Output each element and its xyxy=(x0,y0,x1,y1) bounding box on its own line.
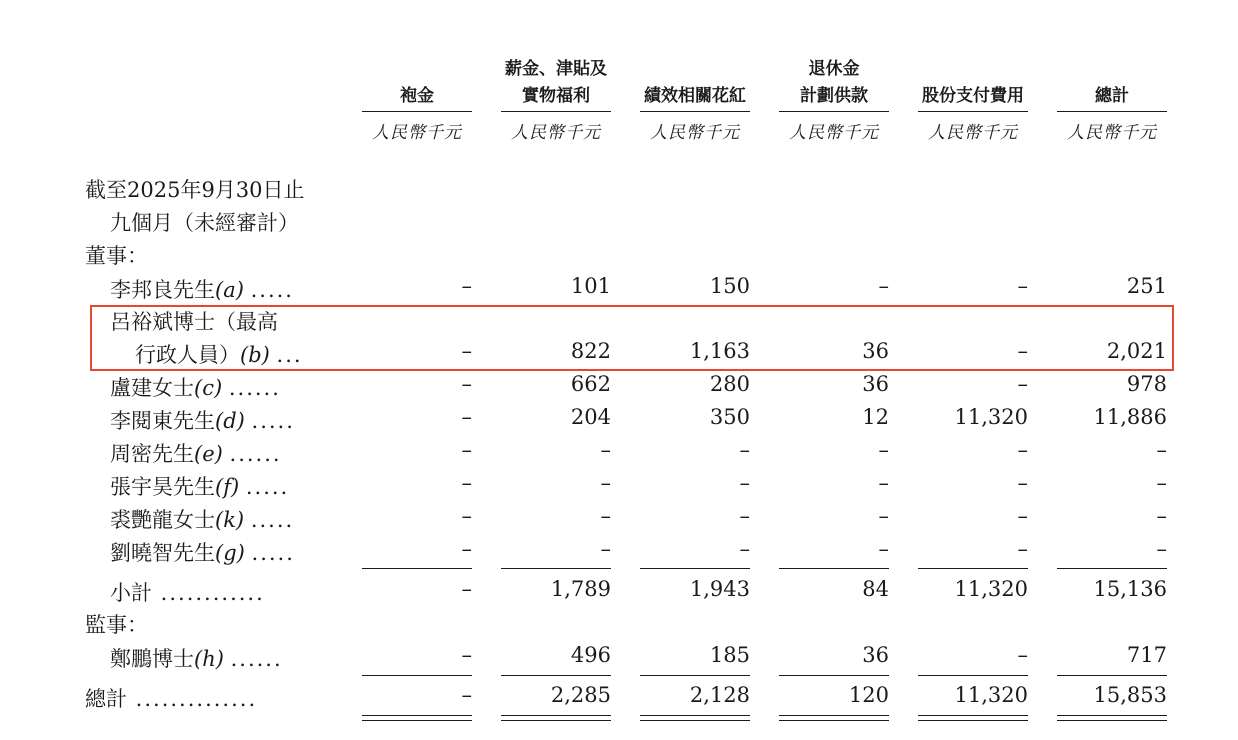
table-cell: – xyxy=(600,471,611,495)
table-cell: – xyxy=(1156,504,1167,528)
column-unit: 人民幣千元 xyxy=(372,123,462,143)
table-cell: – xyxy=(1017,438,1028,462)
table-cell: 350 xyxy=(709,405,750,429)
leader-dots: ..... xyxy=(250,508,295,532)
table-cell: 120 xyxy=(848,683,889,707)
person-name: 張宇昊先生 xyxy=(110,475,215,499)
leader-dots: ..... xyxy=(251,409,295,433)
column-header-line2: 袍金 xyxy=(400,86,434,106)
table-cell: – xyxy=(878,471,889,495)
table-cell: 2,021 xyxy=(1106,339,1167,363)
header-rule xyxy=(918,111,1028,112)
table-cell: 150 xyxy=(709,274,750,298)
table-cell: – xyxy=(1017,339,1028,363)
note-ref: (c) xyxy=(194,376,223,400)
table-cell: 84 xyxy=(862,577,889,601)
row-label xyxy=(110,274,294,304)
table-cell: – xyxy=(739,438,750,462)
table-cell: – xyxy=(1156,438,1167,462)
table-cell: 11,320 xyxy=(954,405,1028,429)
table-cell: 11,320 xyxy=(954,577,1028,601)
header-rule xyxy=(1057,111,1167,112)
period-line1: 截至2025年9月30日止 xyxy=(85,178,305,202)
table-cell: 204 xyxy=(570,405,611,429)
column-unit: 人民幣千元 xyxy=(511,123,601,143)
table-cell: 11,886 xyxy=(1093,405,1167,429)
row-label xyxy=(110,537,295,567)
total-double-rule xyxy=(640,715,750,716)
total-double-rule xyxy=(779,715,889,716)
leader-dots: ............ xyxy=(152,581,265,605)
period-line2: 九個月（未經審計） xyxy=(110,211,299,235)
leader-dots: ...... xyxy=(230,647,283,671)
row-label xyxy=(110,643,283,673)
person-name: 李閱東先生 xyxy=(110,409,215,433)
row-label xyxy=(110,372,281,402)
note-ref: (h) xyxy=(194,647,224,671)
table-cell: 36 xyxy=(862,339,889,363)
table-cell: – xyxy=(1156,471,1167,495)
header-rule xyxy=(501,111,611,112)
table-cell: – xyxy=(1156,537,1167,561)
note-ref: (a) xyxy=(215,278,244,302)
supervisors-heading: 監事： xyxy=(85,613,148,637)
row-label xyxy=(110,405,295,435)
table-cell: – xyxy=(1017,504,1028,528)
total-double-rule xyxy=(362,720,472,721)
note-ref: (k) xyxy=(215,508,245,532)
table-cell: – xyxy=(461,537,472,561)
total-double-rule xyxy=(501,715,611,716)
person-name: 鄭鵬博士 xyxy=(110,647,194,671)
table-cell: 36 xyxy=(862,643,889,667)
column-header-line2: 股份支付費用 xyxy=(922,86,1024,106)
column-unit: 人民幣千元 xyxy=(928,123,1018,143)
total-rule xyxy=(362,675,472,676)
total-double-rule xyxy=(362,715,472,716)
table-cell: – xyxy=(461,405,472,429)
table-cell: 1,789 xyxy=(550,577,611,601)
table-cell: 36 xyxy=(862,372,889,396)
table-cell: – xyxy=(600,537,611,561)
table-cell: – xyxy=(461,438,472,462)
directors-heading: 董事： xyxy=(85,244,148,268)
person-name: 盧建女士 xyxy=(110,376,194,400)
table-cell: – xyxy=(1017,274,1028,298)
table-cell: – xyxy=(1017,537,1028,561)
total-double-rule xyxy=(1057,715,1167,716)
table-cell: – xyxy=(461,504,472,528)
column-unit: 人民幣千元 xyxy=(1067,123,1157,143)
table-cell: – xyxy=(739,471,750,495)
leader-dots: .............. xyxy=(127,687,258,711)
row-label-line1: 呂裕斌博士（最高 xyxy=(110,310,278,334)
highlight-box xyxy=(90,305,1174,371)
table-cell: 101 xyxy=(570,274,611,298)
column-header-line1: 薪金、津貼及 xyxy=(505,59,607,79)
total-rule xyxy=(918,675,1028,676)
table-cell: 251 xyxy=(1126,274,1167,298)
total-rule xyxy=(779,675,889,676)
note-ref: (g) xyxy=(215,541,245,565)
table-cell: – xyxy=(1017,372,1028,396)
total-double-rule xyxy=(779,720,889,721)
subtotal-rule xyxy=(501,568,611,569)
note-ref: (e) xyxy=(194,442,223,466)
table-cell: – xyxy=(461,683,472,707)
leader-dots: ...... xyxy=(229,442,282,466)
table-cell: 280 xyxy=(709,372,750,396)
total-double-rule xyxy=(501,720,611,721)
total-rule xyxy=(640,675,750,676)
table-cell: – xyxy=(600,504,611,528)
person-name: 李邦良先生 xyxy=(110,278,215,302)
table-cell: 2,285 xyxy=(550,683,611,707)
table-cell: – xyxy=(739,537,750,561)
subtotal-label xyxy=(110,577,265,607)
total-label xyxy=(85,683,257,713)
table-cell: 662 xyxy=(570,372,611,396)
person-name: 劉曉智先生 xyxy=(110,541,215,565)
column-header-line2: 計劃供款 xyxy=(800,86,868,106)
note-ref: (d) xyxy=(215,409,245,433)
row-label xyxy=(110,438,282,468)
total-rule xyxy=(1057,675,1167,676)
note-ref: (f) xyxy=(215,475,240,499)
table-cell: – xyxy=(878,438,889,462)
table-cell: – xyxy=(1017,643,1028,667)
table-cell: – xyxy=(461,577,472,601)
table-cell: 978 xyxy=(1126,372,1167,396)
column-header-line2: 實物福利 xyxy=(522,86,590,106)
table-cell: – xyxy=(739,504,750,528)
header-rule xyxy=(362,111,472,112)
person-name: 裘艷龍女士 xyxy=(110,508,215,532)
table-cell: 717 xyxy=(1126,643,1167,667)
table-cell: 185 xyxy=(709,643,750,667)
total-double-rule xyxy=(640,720,750,721)
table-cell: – xyxy=(600,438,611,462)
header-rule xyxy=(779,111,889,112)
column-header-line2: 績效相關花紅 xyxy=(644,86,746,106)
column-header-line2: 總計 xyxy=(1095,86,1129,106)
header-rule xyxy=(640,111,750,112)
subtotal-text: 小計 xyxy=(110,581,152,605)
table-cell: 496 xyxy=(570,643,611,667)
person-name: 行政人員） xyxy=(135,343,240,367)
total-rule xyxy=(501,675,611,676)
table-cell: 2,128 xyxy=(689,683,750,707)
leader-dots: ..... xyxy=(250,278,294,302)
table-cell: 11,320 xyxy=(954,683,1028,707)
subtotal-rule xyxy=(362,568,472,569)
column-header-line1: 退休金 xyxy=(808,59,860,79)
row-label xyxy=(110,471,289,501)
subtotal-rule xyxy=(779,568,889,569)
table-cell: – xyxy=(1017,471,1028,495)
table-cell: – xyxy=(461,471,472,495)
note-ref: (b) xyxy=(240,343,270,367)
leader-dots: ..... xyxy=(251,541,295,565)
table-cell: 15,136 xyxy=(1093,577,1167,601)
table-cell: 15,853 xyxy=(1093,683,1167,707)
table-cell: 1,943 xyxy=(689,577,750,601)
total-double-rule xyxy=(1057,720,1167,721)
total-double-rule xyxy=(918,720,1028,721)
table-cell: 12 xyxy=(862,405,889,429)
leader-dots: ... xyxy=(276,343,303,367)
table-cell: 822 xyxy=(570,339,611,363)
column-unit: 人民幣千元 xyxy=(650,123,740,143)
table-cell: – xyxy=(461,643,472,667)
table-cell: – xyxy=(461,372,472,396)
leader-dots: ..... xyxy=(245,475,290,499)
table-cell: – xyxy=(878,504,889,528)
table-cell: – xyxy=(461,339,472,363)
row-label xyxy=(110,504,294,534)
total-text: 總計 xyxy=(85,687,127,711)
subtotal-rule xyxy=(1057,568,1167,569)
table-cell: – xyxy=(461,274,472,298)
table-cell: 1,163 xyxy=(689,339,750,363)
subtotal-rule xyxy=(640,568,750,569)
column-unit: 人民幣千元 xyxy=(789,123,879,143)
table-cell: – xyxy=(878,537,889,561)
person-name: 周密先生 xyxy=(110,442,194,466)
total-double-rule xyxy=(918,715,1028,716)
table-cell: – xyxy=(878,274,889,298)
leader-dots: ...... xyxy=(228,376,281,400)
subtotal-rule xyxy=(918,568,1028,569)
